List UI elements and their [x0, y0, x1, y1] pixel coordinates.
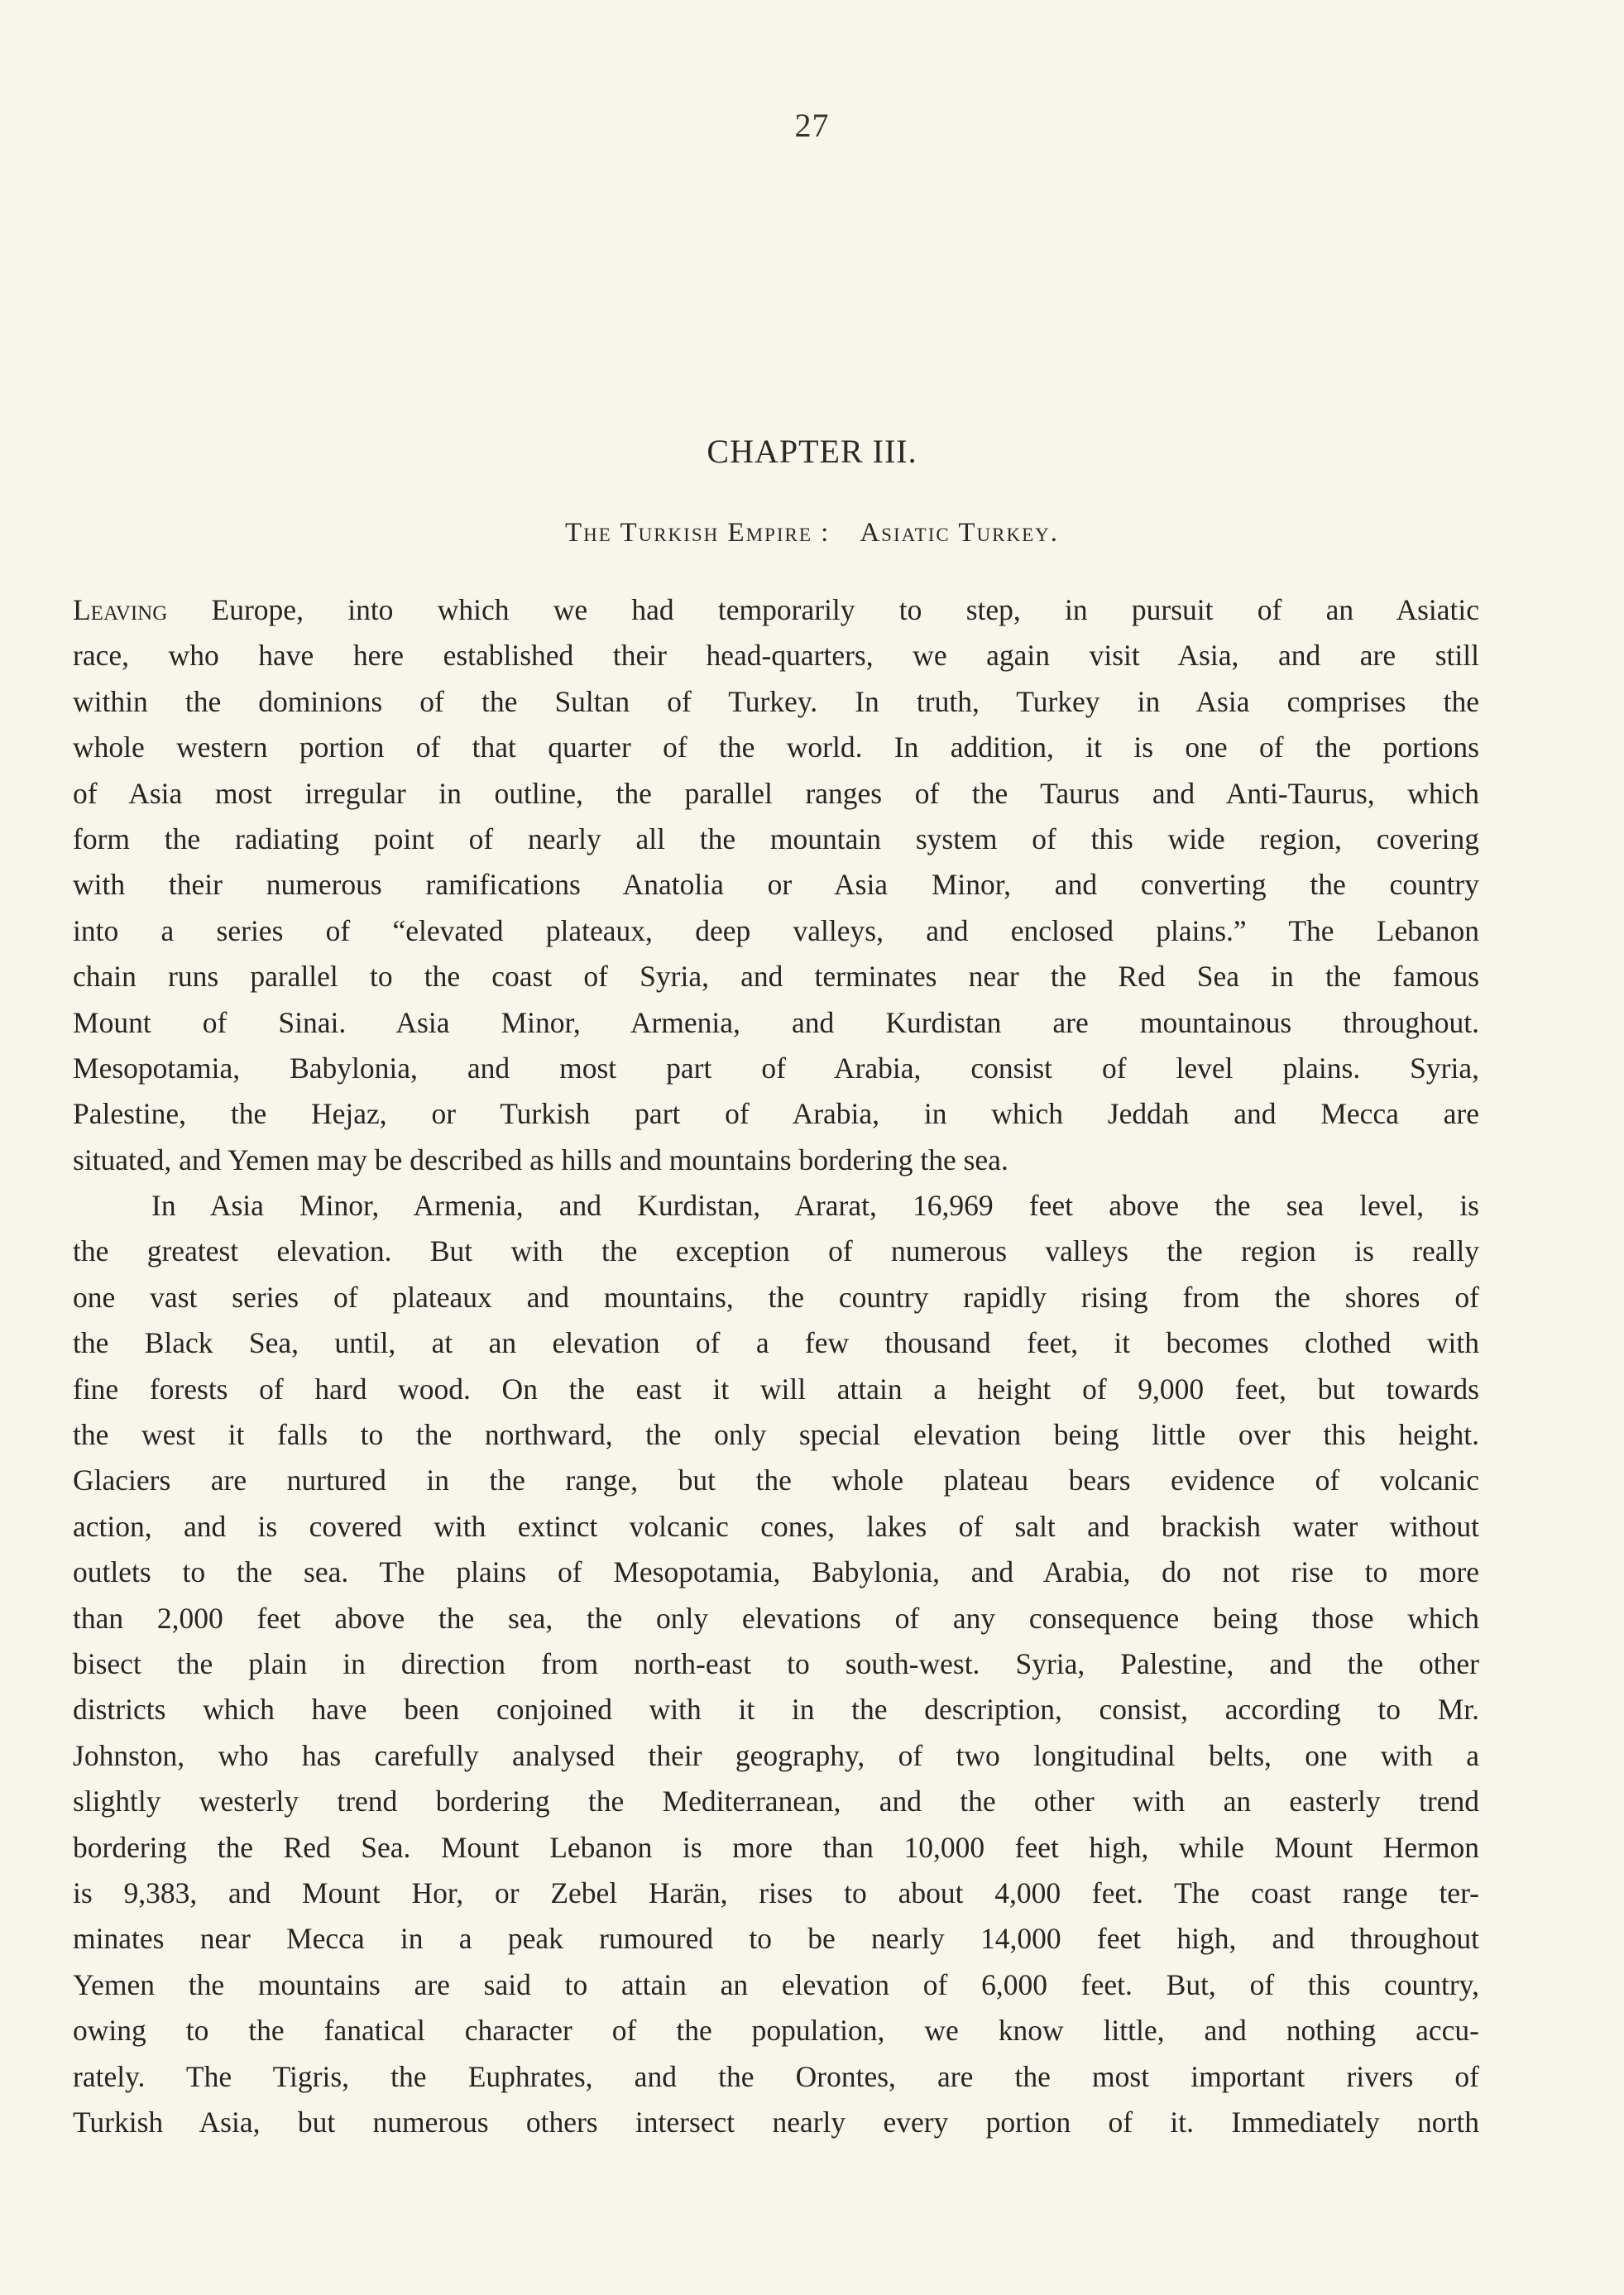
paragraph-line: action, and is covered with extinct volcanic cones, lakes of salt and brackish water without [73, 1509, 1479, 1543]
body-text [73, 587, 1479, 2145]
paragraph-line: owing to the fanatical character of the population, we know little, and nothing accu- [73, 2014, 1479, 2048]
paragraph-line: Mesopotamia, Babylonia, and most part of Arabia, consist of level plains. Syria, [73, 1051, 1479, 1085]
paragraph-line: than 2,000 feet above the sea, the only elevations of any consequence being those which [73, 1601, 1479, 1635]
paragraph-line: fine forests of hard wood. On the east it will attain a height of 9,000 feet, but towards [73, 1372, 1479, 1406]
paragraph-line: into a series of “elevated plateaux, deep valleys, and enclosed plains.” The Lebanon [73, 913, 1479, 947]
paragraph-line: one vast series of plateaux and mountains, the country rapidly rising from the shores of [73, 1280, 1479, 1314]
chapter-subtitle [0, 518, 1624, 549]
paragraph-line: Johnston, who has carefully analysed their geography, of two longitudinal belts, one with a [73, 1738, 1479, 1772]
paragraph-line: outlets to the sea. The plains of Mesopotamia, Babylonia, and Arabia, do not rise to more [73, 1555, 1479, 1589]
paragraph-line: with their numerous ramifications Anatolia or Asia Minor, and converting the country [73, 868, 1479, 902]
paragraph-line: Turkish Asia, but numerous others intersect nearly every portion of it. Immediately north [73, 2105, 1479, 2139]
paragraph-line: form the radiating point of nearly all the mountain system of this wide region, covering [73, 822, 1479, 855]
paragraph-line: of Asia most irregular in outline, the parallel ranges of the Taurus and Anti-Taurus, which [73, 776, 1479, 810]
chapter-title: CHAPTER III. [707, 433, 917, 470]
paragraph-line: the Black Sea, until, at an elevation of a few thousand feet, it becomes clothed with [73, 1326, 1479, 1360]
page-number: 27 [794, 107, 830, 144]
paragraph-line: is 9,383, and Mount Hor, or Zebel Harän, rises to about 4,000 feet. The coast range ter- [73, 1876, 1479, 1909]
paragraph-line: the greatest elevation. But with the exception of numerous valleys the region is really [73, 1234, 1479, 1268]
paragraph-2 [73, 1183, 1479, 2145]
paragraph-line: chain runs parallel to the coast of Syria, and terminates near the Red Sea in the famous [73, 960, 1479, 994]
paragraph-line: the west it falls to the northward, the only special elevation being little over this height. [73, 1418, 1479, 1452]
paragraph-line: Leaving Europe, into which we had temporarily to step, in pursuit of an Asiatic [73, 593, 1479, 626]
paragraph-line: bisect the plain in direction from north-east to south-west. Syria, Palestine, and the other [73, 1646, 1479, 1680]
paragraph-line: Mount of Sinai. Asia Minor, Armenia, and Kurdistan are mountainous throughout. [73, 1005, 1479, 1039]
paragraph-1 [73, 587, 1479, 1183]
paragraph-line: within the dominions of the Sultan of Turkey. In truth, Turkey in Asia comprises the [73, 684, 1479, 718]
paragraph-line: districts which have been conjoined with it in the description, consist, according to Mr. [73, 1693, 1479, 1727]
paragraph-line: whole western portion of that quarter of the world. In addition, it is one of the portions [73, 731, 1479, 764]
paragraph-line: race, who have here established their head-quarters, we again visit Asia, and are still [73, 639, 1479, 673]
paragraph-line: rately. The Tigris, the Euphrates, and the Orontes, are the most important rivers of [73, 2059, 1479, 2093]
paragraph-line: In Asia Minor, Armenia, and Kurdistan, Ararat, 16,969 feet above the sea level, is [151, 1189, 1479, 1223]
paragraph-line: Yemen the mountains are said to attain an elevation of 6,000 feet. But, of this country, [73, 1967, 1479, 2001]
paragraph-line: Glaciers are nurtured in the range, but the whole plateau bears evidence of volcanic [73, 1464, 1479, 1497]
paragraph-line: slightly westerly trend bordering the Mediterranean, and the other with an easterly trend [73, 1785, 1479, 1818]
paragraph-line: situated, and Yemen may be described as hills and mountains bordering the sea. [73, 1143, 1008, 1176]
lead-word: Leaving [73, 593, 168, 626]
subtitle-region: Asiatic Turkey. [860, 518, 1060, 548]
paragraph-line: minates near Mecca in a peak rumoured to be nearly 14,000 feet high, and throughout [73, 1922, 1479, 1956]
paragraph-line: Palestine, the Hejaz, or Turkish part of Arabia, in which Jeddah and Mecca are [73, 1097, 1479, 1131]
paragraph-line: bordering the Red Sea. Mount Lebanon is more than 10,000 feet high, while Mount Hermon [73, 1830, 1479, 1864]
subtitle-empire: The Turkish Empire : [564, 518, 831, 548]
